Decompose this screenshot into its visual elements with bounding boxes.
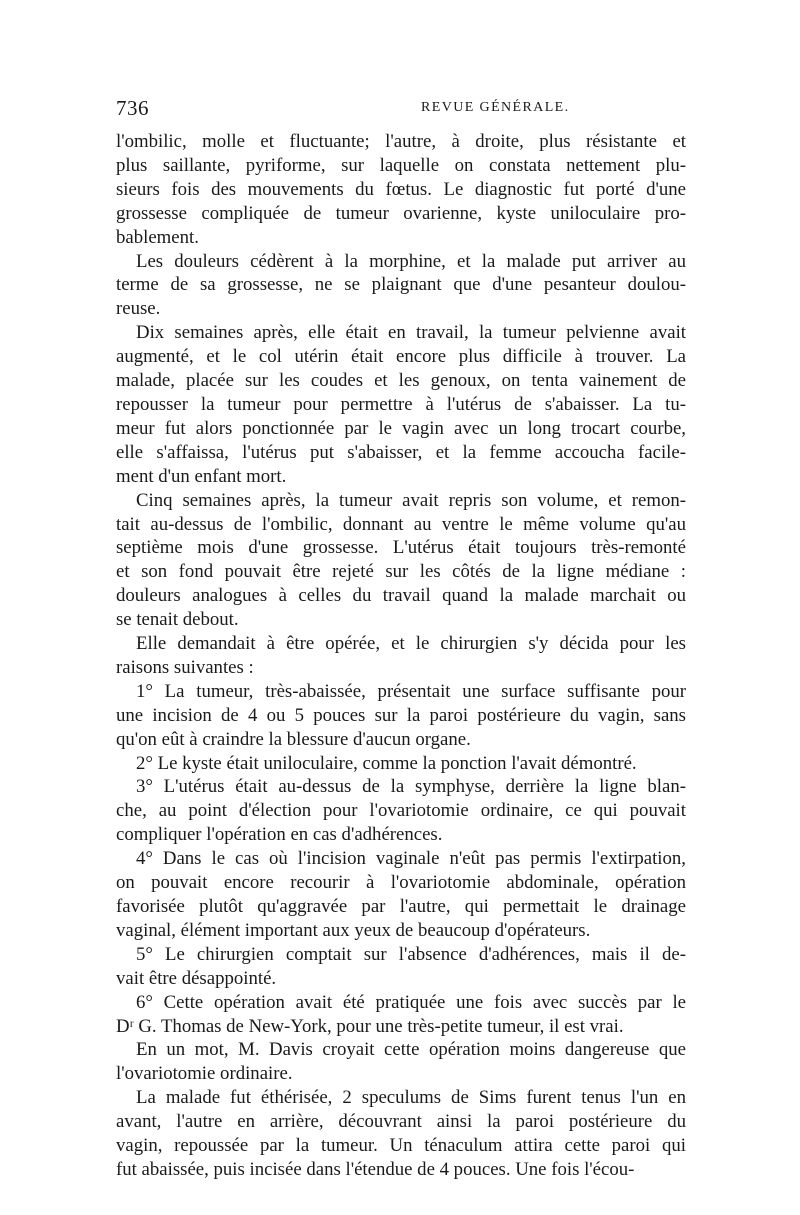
text-line: fut abaissée, puis incisée dans l'étendue de 4 pouces. Une fois l'écou- — [116, 1158, 635, 1180]
running-head: REVUE GÉNÉRALE. — [421, 100, 570, 115]
text-line: 2° Le kyste était uniloculaire, comme la ponction l'avait démontré. — [136, 752, 637, 774]
text-line: 6° Cette opération avait été pratiquée une fois avec succès par le — [136, 991, 686, 1013]
paragraph — [116, 1086, 686, 1182]
body-text — [116, 130, 686, 1182]
text-line: sieurs fois des mouvements du fœtus. Le diagnostic fut porté d'une — [116, 178, 686, 200]
text-line: se tenait debout. — [116, 609, 239, 631]
text-line: tait au-dessus de l'ombilic, donnant au ventre le même volume qu'au — [116, 513, 686, 535]
text-line: ment d'un enfant mort. — [116, 465, 287, 487]
text-line: grossesse compliquée de tumeur ovarienne, kyste uniloculaire pro- — [116, 202, 686, 224]
text-line: Dix semaines après, elle était en travail, la tumeur pelvienne avait — [136, 322, 686, 344]
text-line: favorisée plutôt qu'aggravée par l'autre, qui permettait le drainage — [116, 896, 686, 917]
text-line: Dʳ G. Thomas de New-York, pour une très-petite tumeur, il est vrai. — [116, 1015, 624, 1037]
paragraph — [116, 250, 686, 322]
text-line: repousser la tumeur pour permettre à l'utérus de s'abaisser. La tu- — [116, 393, 686, 415]
text-line: Elle demandait à être opérée, et le chirurgien s'y décida pour les — [136, 633, 686, 655]
text-line: vaginal, élément important aux yeux de beaucoup d'opérateurs. — [116, 919, 591, 941]
text-line: Les douleurs cédèrent à la morphine, et la malade put arriver au — [136, 250, 686, 272]
text-line: La malade fut éthérisée, 2 speculums de Sims furent tenus l'un en — [136, 1087, 686, 1109]
text-line: septième mois d'une grossesse. L'utérus était toujours très-remonté — [116, 537, 686, 559]
page-number: 736 — [116, 96, 149, 120]
text-line: douleurs analogues à celles du travail quand la malade marchait ou — [116, 585, 686, 607]
paragraph — [116, 775, 686, 847]
text-line: malade, placée sur les coudes et les genoux, on tenta vainement de — [116, 370, 686, 392]
text-line: En un mot, M. Davis croyait cette opération moins dangereuse que — [136, 1039, 686, 1061]
paragraph — [116, 991, 686, 1039]
text-line: vait être désappointé. — [116, 967, 277, 989]
text-line: 1° La tumeur, très-abaissée, présentait une surface suffisante pour — [136, 680, 686, 702]
text-line: meur fut alors ponctionnée par le vagin avec un long trocart courbe, — [116, 417, 686, 439]
text-line: Cinq semaines après, la tumeur avait repris son volume, et remon- — [136, 489, 686, 511]
paragraph — [116, 130, 686, 250]
text-line: l'ombilic, molle et fluctuante; l'autre, à droite, plus résistante et — [116, 131, 686, 152]
text-line: 5° Le chirurgien comptait sur l'absence d'adhérences, mais il de- — [136, 943, 686, 965]
page-header — [116, 96, 686, 122]
text-line: l'ovariotomie ordinaire. — [116, 1063, 293, 1085]
text-line: terme de sa grossesse, ne se plaignant que d'une pesanteur doulou- — [116, 274, 686, 296]
text-line: on pouvait encore recourir à l'ovariotomie abdominale, opération — [116, 872, 686, 894]
paragraph — [116, 943, 686, 991]
text-line: une incision de 4 ou 5 pouces sur la paroi postérieure du vagin, sans — [116, 704, 686, 726]
paragraph — [116, 680, 686, 752]
text-line: bablement. — [116, 226, 199, 248]
text-line: 4° Dans le cas où l'incision vaginale n'eût pas permis l'extirpation, — [136, 848, 686, 870]
text-line: che, au point d'élection pour l'ovariotomie ordinaire, ce qui pouvait — [116, 800, 686, 822]
text-line: qu'on eût à craindre la blessure d'aucun organe. — [116, 728, 471, 750]
text-line: vagin, repoussée par la tumeur. Un ténaculum attira cette paroi qui — [116, 1135, 686, 1157]
text-line: raisons suivantes : — [116, 656, 254, 678]
text-line: augmenté, et le col utérin était encore plus difficile à trouver. La — [116, 346, 686, 368]
paragraph — [116, 489, 686, 632]
text-line: elle s'affaissa, l'utérus put s'abaisser, et la femme accoucha facile- — [116, 441, 686, 463]
text-line: et son fond pouvait être rejeté sur les côtés de la ligne médiane : — [116, 561, 686, 583]
text-line: reuse. — [116, 298, 161, 320]
text-line: avant, l'autre en arrière, découvrant ainsi la paroi postérieure du — [116, 1111, 686, 1133]
text-line: compliquer l'opération en cas d'adhérences. — [116, 824, 443, 846]
paragraph — [116, 1038, 686, 1086]
paragraph — [116, 752, 686, 776]
paragraph — [116, 321, 686, 488]
text-line: 3° L'utérus était au-dessus de la symphyse, derrière la ligne blan- — [136, 776, 686, 798]
paragraph — [116, 632, 686, 680]
text-line: plus saillante, pyriforme, sur laquelle on constata nettement plu- — [116, 154, 686, 176]
paragraph — [116, 847, 686, 943]
